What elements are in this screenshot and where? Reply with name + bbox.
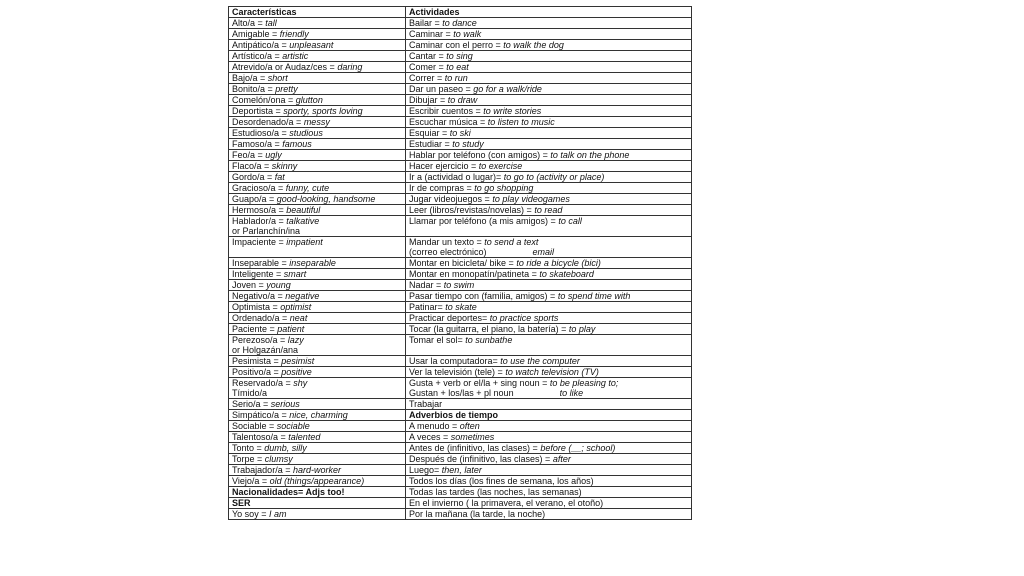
characteristic-cell	[229, 237, 406, 258]
spanish-term: Talentoso/a =	[232, 432, 289, 442]
activity-cell	[406, 280, 692, 291]
spanish-term: Ir a (actividad o lugar)=	[409, 172, 504, 182]
english-term: fat	[274, 172, 285, 182]
characteristic-cell	[229, 216, 406, 237]
spanish-term: Alto/a =	[232, 18, 266, 28]
table-row	[229, 367, 692, 378]
spanish-term: Desordenado/a =	[232, 117, 304, 127]
spanish-term-alt: or Parlanchín/ina	[232, 226, 301, 236]
characteristic-cell	[229, 18, 406, 29]
spanish-term: Correr =	[409, 73, 445, 83]
characteristic-cell	[229, 106, 406, 117]
english-term: negative	[285, 291, 320, 301]
english-term: talkative	[286, 216, 320, 226]
table-row	[229, 324, 692, 335]
characteristic-cell	[229, 313, 406, 324]
table-row	[229, 128, 692, 139]
activity-cell	[406, 117, 692, 128]
spanish-term: Joven =	[232, 280, 267, 290]
english-term: optimist	[280, 302, 312, 312]
spanish-term: Reservado/a =	[232, 378, 294, 388]
english-term: talented	[288, 432, 321, 442]
english-term: to send a text	[484, 237, 539, 247]
table-row	[229, 205, 692, 216]
activity-cell	[406, 237, 692, 258]
table-row	[229, 237, 692, 258]
vocabulary-table	[228, 6, 692, 520]
english-term: to be pleasing to;	[549, 378, 619, 388]
english-term: after	[552, 454, 571, 464]
activity-cell	[406, 367, 692, 378]
english-term-alt: to like	[559, 388, 584, 398]
spanish-term: Flaco/a =	[232, 161, 272, 171]
english-term: beautiful	[286, 205, 321, 215]
english-term: funny, cute	[285, 183, 330, 193]
activity-cell	[406, 476, 692, 487]
spanish-term: Usar la computadora=	[409, 356, 501, 366]
table-row	[229, 378, 692, 399]
spanish-term: Tonto =	[232, 443, 265, 453]
activity-cell	[406, 205, 692, 216]
characteristic-cell	[229, 399, 406, 410]
activity-cell	[406, 29, 692, 40]
table-row	[229, 216, 692, 237]
spanish-term: Hermoso/a =	[232, 205, 287, 215]
english-term: sometimes	[450, 432, 495, 442]
characteristic-cell	[229, 40, 406, 51]
english-term: neat	[289, 313, 308, 323]
english-term: glutton	[295, 95, 323, 105]
english-term: skinny	[271, 161, 298, 171]
english-term: then, later	[441, 465, 482, 475]
table-row	[229, 183, 692, 194]
english-term: clumsy	[264, 454, 293, 464]
english-term: often	[459, 421, 480, 431]
english-term: old (things/appearance)	[269, 476, 365, 486]
characteristic-cell	[229, 454, 406, 465]
spanish-term: Montar en bicicleta/ bike =	[409, 258, 517, 268]
header-caracteristicas: Características	[229, 7, 406, 18]
table-row	[229, 302, 692, 313]
characteristic-cell	[229, 258, 406, 269]
english-term: to play videogames	[492, 194, 570, 204]
spanish-term: A menudo =	[409, 421, 460, 431]
spanish-term: Inteligente =	[232, 269, 284, 279]
characteristic-cell	[229, 73, 406, 84]
spanish-term: Hablar por teléfono (con amigos) =	[409, 150, 551, 160]
table-row	[229, 410, 692, 421]
english-term: to play	[568, 324, 596, 334]
table-row	[229, 18, 692, 29]
spanish-term: Escribir cuentos =	[409, 106, 484, 116]
characteristic-cell	[229, 51, 406, 62]
characteristic-cell	[229, 117, 406, 128]
table-row	[229, 356, 692, 367]
table-row	[229, 29, 692, 40]
spanish-term: Todos los días (los fines de semana, los años)	[409, 476, 594, 486]
spanish-term: Nacionalidades= Adjs too!	[232, 487, 345, 497]
table-row	[229, 454, 692, 465]
spanish-term: Inseparable =	[232, 258, 290, 268]
table-row	[229, 62, 692, 73]
activity-cell	[406, 356, 692, 367]
table-row	[229, 269, 692, 280]
spanish-term-alt: Tímido/a	[232, 388, 268, 398]
spanish-term: Viejo/a =	[232, 476, 270, 486]
spanish-term: Gordo/a =	[232, 172, 275, 182]
english-term: shy	[293, 378, 308, 388]
spanish-term: Adverbios de tiempo	[409, 410, 499, 420]
characteristic-cell	[229, 205, 406, 216]
english-term: pretty	[275, 84, 298, 94]
characteristic-cell	[229, 443, 406, 454]
spanish-term-alt: (correo electrónico)	[409, 247, 487, 257]
activity-cell	[406, 150, 692, 161]
activity-cell	[406, 509, 692, 520]
table-row	[229, 161, 692, 172]
table-row	[229, 509, 692, 520]
activity-cell	[406, 183, 692, 194]
english-term: artistic	[282, 51, 309, 61]
english-term: impatient	[286, 237, 323, 247]
english-term: ugly	[265, 150, 282, 160]
spanish-term: Ir de compras =	[409, 183, 475, 193]
spanish-term: Positivo/a =	[232, 367, 282, 377]
spanish-term: Bailar =	[409, 18, 443, 28]
activity-cell	[406, 95, 692, 106]
spanish-term: Caminar con el perro =	[409, 40, 504, 50]
characteristic-cell	[229, 280, 406, 291]
spanish-term: Atrevido/a or Audaz/ces =	[232, 62, 338, 72]
english-term: smart	[283, 269, 307, 279]
characteristic-cell	[229, 476, 406, 487]
english-term: before (__; school)	[540, 443, 616, 453]
activity-cell	[406, 40, 692, 51]
spanish-term: SER	[232, 498, 251, 508]
characteristic-cell	[229, 95, 406, 106]
spanish-term: Deportista =	[232, 106, 284, 116]
activity-cell	[406, 291, 692, 302]
spanish-term: Serio/a =	[232, 399, 271, 409]
english-term: serious	[270, 399, 300, 409]
spanish-term: Feo/a =	[232, 150, 266, 160]
english-term: to run	[444, 73, 468, 83]
characteristic-cell	[229, 150, 406, 161]
english-term: to walk	[453, 29, 482, 39]
spanish-term: Nadar =	[409, 280, 444, 290]
activity-cell	[406, 443, 692, 454]
english-term: to sing	[446, 51, 473, 61]
spanish-term: Artístico/a =	[232, 51, 283, 61]
characteristic-cell	[229, 367, 406, 378]
spanish-term-alt: Gustan + los/las + pl noun	[409, 388, 514, 398]
table-row	[229, 335, 692, 356]
spanish-term: Trabajar	[409, 399, 443, 409]
english-term: to use the computer	[500, 356, 580, 366]
activity-cell	[406, 432, 692, 443]
english-term: studious	[289, 128, 323, 138]
english-term: lazy	[287, 335, 304, 345]
english-term: unpleasant	[289, 40, 334, 50]
activity-cell	[406, 73, 692, 84]
header-row	[229, 7, 692, 18]
table-row	[229, 84, 692, 95]
table-row	[229, 399, 692, 410]
spanish-term: Comelón/ona =	[232, 95, 296, 105]
spanish-term: Dar un paseo =	[409, 84, 474, 94]
english-term: pesimist	[281, 356, 315, 366]
english-term: to sunbathe	[465, 335, 513, 345]
english-term: messy	[303, 117, 330, 127]
spanish-term: Optimista =	[232, 302, 281, 312]
spanish-term: Trabajador/a =	[232, 465, 293, 475]
spanish-term: Estudioso/a =	[232, 128, 290, 138]
spanish-term: Gusta + verb or el/la + sing noun =	[409, 378, 550, 388]
characteristic-cell	[229, 29, 406, 40]
english-term: hard-worker	[292, 465, 341, 475]
spanish-term: Simpático/a =	[232, 410, 290, 420]
english-term: daring	[337, 62, 363, 72]
spanish-term: Tomar el sol=	[409, 335, 466, 345]
spanish-term: Pesimista =	[232, 356, 282, 366]
table-row	[229, 498, 692, 509]
spanish-term: Antes de (infinitivo, las clases) =	[409, 443, 541, 453]
english-term: to dance	[442, 18, 477, 28]
english-term: to call	[558, 216, 582, 226]
english-term: positive	[281, 367, 312, 377]
spanish-term: Practicar deportes=	[409, 313, 490, 323]
characteristic-cell	[229, 291, 406, 302]
english-term: to practice sports	[489, 313, 559, 323]
spanish-term: Caminar =	[409, 29, 454, 39]
english-term: to watch television (TV)	[505, 367, 599, 377]
english-term: patient	[277, 324, 305, 334]
activity-cell	[406, 335, 692, 356]
spanish-term: Ordenado/a =	[232, 313, 290, 323]
spanish-term: Guapo/a =	[232, 194, 277, 204]
english-term: inseparable	[289, 258, 336, 268]
english-term: to listen to music	[487, 117, 555, 127]
characteristic-cell	[229, 498, 406, 509]
spanish-term: Torpe =	[232, 454, 265, 464]
characteristic-cell	[229, 161, 406, 172]
activity-cell	[406, 172, 692, 183]
characteristic-cell	[229, 302, 406, 313]
spanish-term: Leer (libros/revistas/novelas) =	[409, 205, 535, 215]
activity-cell	[406, 161, 692, 172]
characteristic-cell	[229, 356, 406, 367]
table-row	[229, 95, 692, 106]
table-row	[229, 313, 692, 324]
spanish-term: Mandar un texto =	[409, 237, 485, 247]
activity-cell	[406, 410, 692, 421]
activity-cell	[406, 465, 692, 476]
table-row	[229, 172, 692, 183]
spanish-term: Hacer ejercicio =	[409, 161, 479, 171]
table-row	[229, 73, 692, 84]
english-term: to draw	[447, 95, 478, 105]
spanish-term: Patinar=	[409, 302, 446, 312]
activity-cell	[406, 84, 692, 95]
spanish-term: Por la mañana (la tarde, la noche)	[409, 509, 546, 519]
table-row	[229, 194, 692, 205]
english-term: go for a walk/ride	[473, 84, 542, 94]
characteristic-cell	[229, 465, 406, 476]
english-term: to read	[534, 205, 563, 215]
table-row	[229, 291, 692, 302]
spanish-term: Pasar tiempo con (familia, amigos) =	[409, 291, 558, 301]
spanish-term: Paciente =	[232, 324, 278, 334]
spanish-term: Comer =	[409, 62, 447, 72]
spanish-term: Montar en monopatín/patineta =	[409, 269, 540, 279]
spanish-term: Negativo/a =	[232, 291, 286, 301]
characteristic-cell	[229, 62, 406, 73]
table-row	[229, 432, 692, 443]
english-term: to eat	[446, 62, 469, 72]
table-row	[229, 443, 692, 454]
activity-cell	[406, 454, 692, 465]
spanish-term: Esquiar =	[409, 128, 450, 138]
spanish-term: Tocar (la guitarra, el piano, la batería) =	[409, 324, 569, 334]
characteristic-cell	[229, 378, 406, 399]
english-term: sporty, sports loving	[283, 106, 363, 116]
characteristic-cell	[229, 432, 406, 443]
english-term: to study	[452, 139, 484, 149]
activity-cell	[406, 269, 692, 280]
spanish-term: En el invierno ( la primavera, el verano, el otoño)	[409, 498, 604, 508]
characteristic-cell	[229, 324, 406, 335]
activity-cell	[406, 487, 692, 498]
spanish-term: Dibujar =	[409, 95, 448, 105]
spanish-term: Llamar por teléfono (a mis amigos) =	[409, 216, 559, 226]
english-term: to talk on the phone	[550, 150, 630, 160]
spanish-term: Después de (infinitivo, las clases) =	[409, 454, 553, 464]
characteristic-cell	[229, 269, 406, 280]
english-term: dumb, silly	[264, 443, 307, 453]
english-term: tall	[265, 18, 277, 28]
english-term: to skateboard	[539, 269, 594, 279]
english-term: sociable	[276, 421, 310, 431]
characteristic-cell	[229, 128, 406, 139]
characteristic-cell	[229, 172, 406, 183]
activity-cell	[406, 324, 692, 335]
spanish-term: Famoso/a =	[232, 139, 283, 149]
spanish-term: Cantar =	[409, 51, 447, 61]
english-term: to go to (activity or place)	[503, 172, 605, 182]
characteristic-cell	[229, 487, 406, 498]
spanish-term: Estudiar =	[409, 139, 453, 149]
characteristic-cell	[229, 183, 406, 194]
characteristic-cell	[229, 509, 406, 520]
activity-cell	[406, 18, 692, 29]
activity-cell	[406, 258, 692, 269]
english-term: I am	[268, 509, 287, 519]
characteristic-cell	[229, 421, 406, 432]
english-term: to write stories	[483, 106, 542, 116]
english-term-alt: email	[532, 247, 555, 257]
spanish-term: Perezoso/a =	[232, 335, 288, 345]
english-term: to ski	[449, 128, 471, 138]
spanish-term: A veces =	[409, 432, 451, 442]
english-term: to go shopping	[474, 183, 534, 193]
activity-cell	[406, 302, 692, 313]
english-term: good-looking, handsome	[276, 194, 376, 204]
activity-cell	[406, 51, 692, 62]
characteristic-cell	[229, 335, 406, 356]
activity-cell	[406, 128, 692, 139]
table-row	[229, 150, 692, 161]
spanish-term: Yo soy =	[232, 509, 269, 519]
spanish-term: Luego=	[409, 465, 442, 475]
table-row	[229, 487, 692, 498]
characteristic-cell	[229, 194, 406, 205]
table-row	[229, 280, 692, 291]
characteristic-cell	[229, 84, 406, 95]
english-term: to spend time with	[557, 291, 631, 301]
spanish-term: Escuchar música =	[409, 117, 488, 127]
activity-cell	[406, 399, 692, 410]
spanish-term: Bonito/a =	[232, 84, 276, 94]
english-term: to skate	[445, 302, 477, 312]
table-row	[229, 117, 692, 128]
table-row	[229, 139, 692, 150]
header-actividades: Actividades	[406, 7, 692, 18]
english-term: to swim	[443, 280, 475, 290]
activity-cell	[406, 216, 692, 237]
table-row	[229, 258, 692, 269]
characteristic-cell	[229, 139, 406, 150]
english-term: short	[267, 73, 288, 83]
activity-cell	[406, 106, 692, 117]
spanish-term: Sociable =	[232, 421, 277, 431]
spanish-term: Gracioso/a =	[232, 183, 286, 193]
activity-cell	[406, 313, 692, 324]
english-term: nice, charming	[289, 410, 348, 420]
activity-cell	[406, 62, 692, 73]
table-row	[229, 421, 692, 432]
activity-cell	[406, 378, 692, 399]
spanish-term: Antipático/a =	[232, 40, 290, 50]
table-row	[229, 465, 692, 476]
english-term: to exercise	[478, 161, 523, 171]
spanish-term: Amigable =	[232, 29, 280, 39]
table-row	[229, 51, 692, 62]
activity-cell	[406, 139, 692, 150]
spanish-term: Todas las tardes (las noches, las semanas)	[409, 487, 582, 497]
activity-cell	[406, 194, 692, 205]
activity-cell	[406, 421, 692, 432]
english-term: famous	[282, 139, 312, 149]
spanish-term: Bajo/a =	[232, 73, 268, 83]
english-term: to walk the dog	[503, 40, 564, 50]
characteristic-cell	[229, 410, 406, 421]
english-term: young	[266, 280, 291, 290]
vocabulary-sheet	[228, 6, 691, 520]
spanish-term: Ver la televisión (tele) =	[409, 367, 506, 377]
spanish-term: Impaciente =	[232, 237, 287, 247]
table-row	[229, 106, 692, 117]
table-row	[229, 40, 692, 51]
activity-cell	[406, 498, 692, 509]
spanish-term: Hablador/a =	[232, 216, 287, 226]
table-row	[229, 476, 692, 487]
english-term: friendly	[279, 29, 309, 39]
spanish-term: Jugar videojuegos =	[409, 194, 493, 204]
english-term: to ride a bicycle (bici)	[516, 258, 601, 268]
spanish-term-alt: or Holgazán/ana	[232, 345, 299, 355]
